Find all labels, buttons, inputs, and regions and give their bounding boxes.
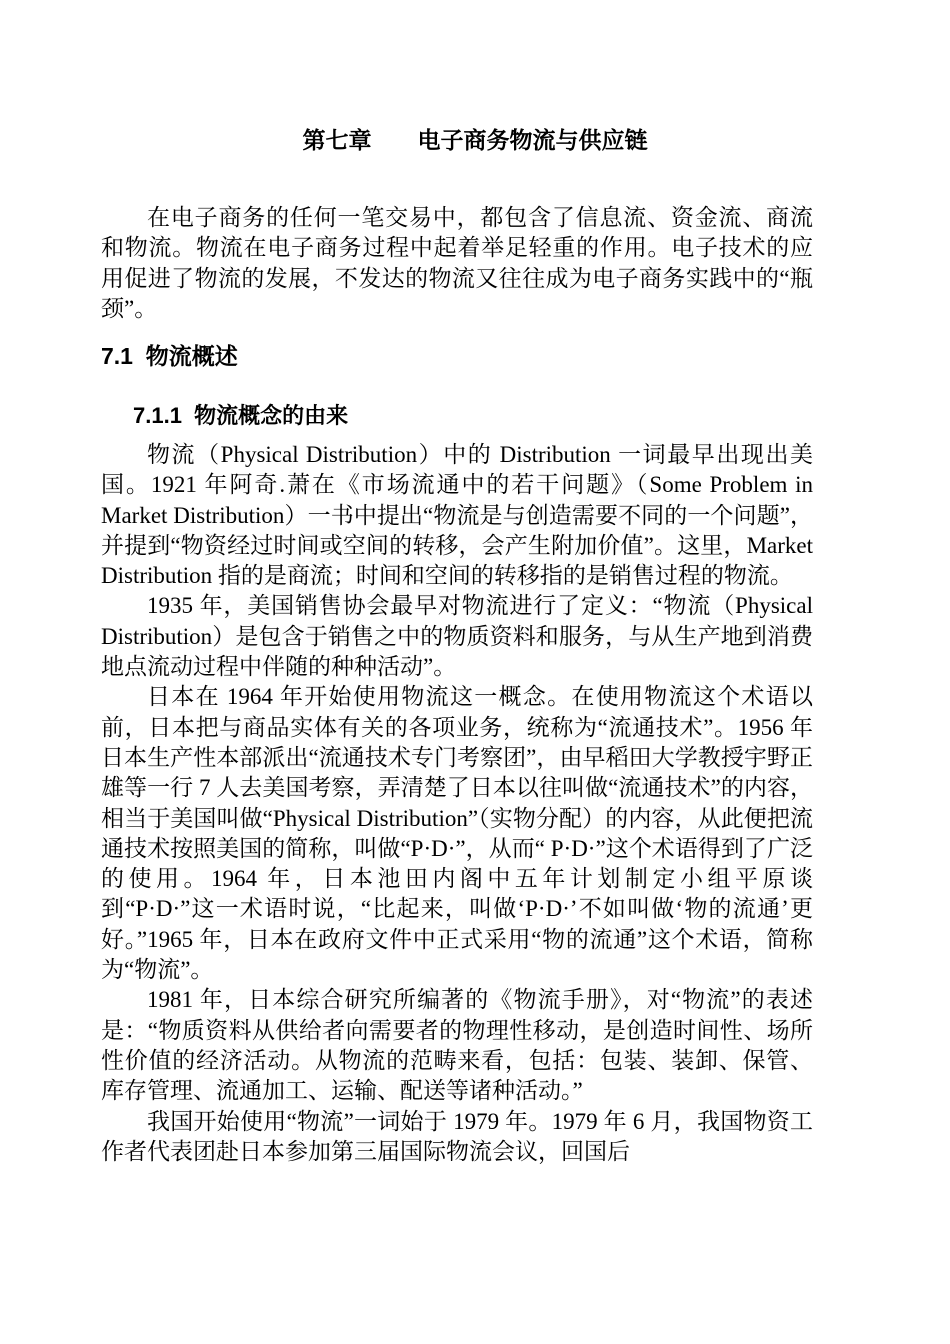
chapter-title: 第七章 电子商务物流与供应链 [302, 128, 648, 154]
paragraph-1981-handbook: 1981 年，日本综合研究所编著的《物流手册》，对“物流”的表述是：“物质资料从供给者向需要者的物理性移动，是创造时间性、场所性价值的经济活动。从物流的范畴来看，包括：包装、装卸、保管、库存管理、流通加工、运输、配送等诸种活动。” [101, 987, 813, 1104]
paragraph-1935-definition: 1935 年，美国销售协会最早对物流进行了定义：“物流（Physical Distribution）是包含于销售之中的物质资料和服务，与从生产地到消费地点流动过程中伴随的种种活动”。 [101, 593, 813, 680]
section-body [101, 440, 813, 1167]
subsection-heading: 7.1.1 物流概念的由来 [133, 403, 349, 428]
paragraph-physical-distribution-origin: 物流（Physical Distribution）中的 Distribution 一词最早出现出美国。1921 年阿奇.萧在《市场流通中的若干问题》（Some Problem in Market Distribution）一书中提出“物流是与创造需要不同的一个问题”，并提到“物资经过时间或空间的转移，会产生附加价值”。这里，Market Distribution 指的是商流；时间和空间的转移指的是销售过程的物流。 [101, 442, 813, 589]
intro-paragraph: 在电子商务的任何一笔交易中，都包含了信息流、资金流、商流和物流。物流在电子商务过程中起着举足轻重的作用。电子技术的应用促进了物流的发展，不发达的物流又往往成为电子商务实践中的“瓶颈”。 [101, 205, 813, 321]
paragraph-japan-adoption: 日本在 1964 年开始使用物流这一概念。在使用物流这个术语以前，日本把与商品实体有关的各项业务，统称为“流通技术”。1956 年日本生产性本部派出“流通技术专门考察团”，由早稻田大学教授宇野正雄等一行 7 人去美国考察，弄清楚了日本以往叫做“流通技术”的内容，相当于美国叫做“Physical Distribution”（实物分配）的内容，从此便把流通技术按照美国的简称，叫做“P·D·”，从而“ P·D·”这个术语得到了广泛的使用。1964 年，日本池田内阁中五年计划制定小组平原谈到“P·D·”这一术语时说，“比起来，叫做‘P·D·’不如叫做‘物的流通’更好。”1965 年，日本在政府文件中正式采用“物的流通”这个术语，简称为“物流”。 [101, 684, 813, 983]
paragraph-china-adoption: 我国开始使用“物流”一词始于 1979 年。1979 年 6 月，我国物资工作者代表团赴日本参加第三届国际物流会议，回国后 [101, 1108, 813, 1164]
section-heading: 7.1 物流概述 [101, 343, 238, 369]
